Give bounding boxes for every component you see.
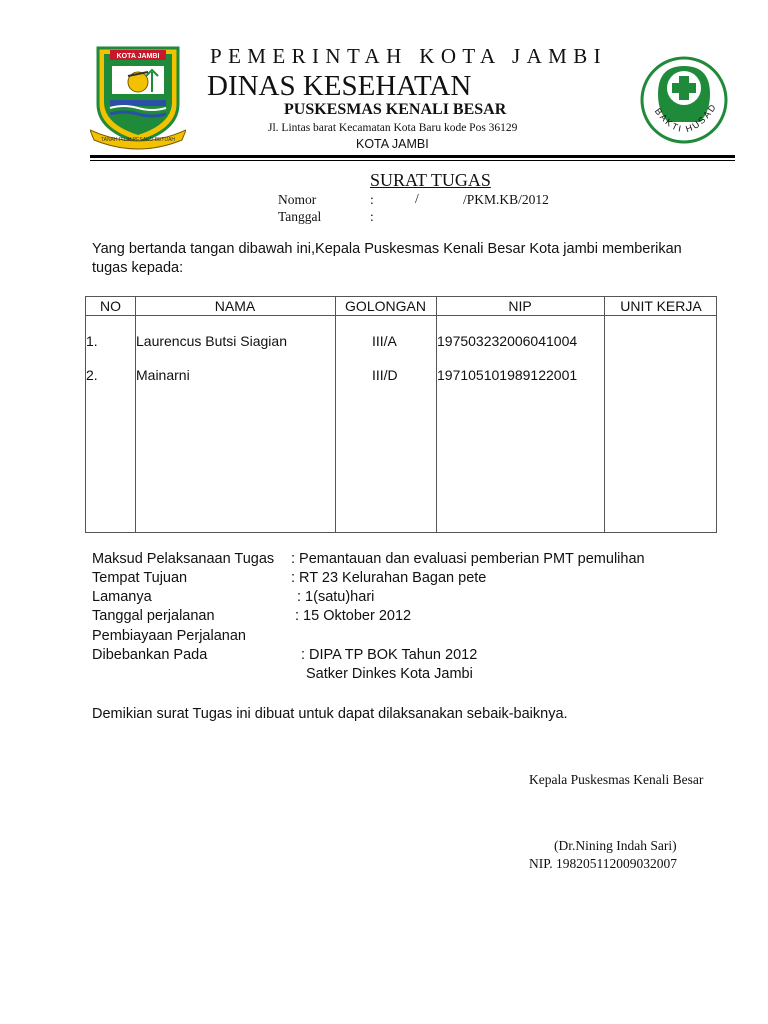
document-title: SURAT TUGAS <box>370 170 491 190</box>
maksud-label: Maksud Pelaksanaan Tugas <box>92 551 275 567</box>
table-header-no: NO <box>100 298 121 314</box>
bakti-husada-logo <box>638 48 730 156</box>
row-no: 1. <box>86 333 98 349</box>
intro-line-1: Yang bertanda tangan dibawah ini,Kepala Puskesmas Kenali Besar Kota jambi memberikan <box>92 241 682 257</box>
intro-line-2: tugas kepada: <box>92 260 184 276</box>
tanggal-perjalanan-value: : 15 Oktober 2012 <box>295 608 412 624</box>
table-header-nama: NAMA <box>214 298 256 314</box>
row-nama: Mainarni <box>136 367 190 383</box>
nomor-colon: : <box>370 192 374 207</box>
nomor-slash: / <box>415 191 419 206</box>
kota-jambi-emblem <box>90 42 186 150</box>
row-no: 2. <box>86 367 98 383</box>
tanggal-perjalanan-label: Tanggal perjalanan <box>92 608 215 624</box>
address: Jl. Lintas barat Kecamatan Kota Baru kode Pos 36129 <box>268 122 518 134</box>
logo-ring-text: BAKTI HUSAD <box>652 101 719 135</box>
table-column-divider <box>604 297 605 532</box>
dibebankan-value: : DIPA TP BOK Tahun 2012 <box>301 647 478 663</box>
government-name: PEMERINTAH KOTA JAMBI <box>210 44 608 68</box>
nomor-value: /PKM.KB/2012 <box>463 192 549 207</box>
letterhead-rule-thin <box>90 160 735 161</box>
emblem-banner-text: KOTA JAMBI <box>116 53 160 60</box>
tanggal-colon: : <box>370 209 374 224</box>
row-nip: 197105101989122001 <box>437 367 578 383</box>
row-golongan: III/D <box>372 367 398 383</box>
tempat-value: : RT 23 Kelurahan Bagan pete <box>291 570 487 586</box>
letterhead-rule-thick <box>90 155 735 158</box>
dibebankan-label: Dibebankan Pada <box>92 647 208 663</box>
table-column-divider <box>335 297 336 532</box>
signatory-name: (Dr.Nining Indah Sari) <box>554 838 677 853</box>
row-golongan: III/A <box>372 333 397 349</box>
signatory-position: Kepala Puskesmas Kenali Besar <box>529 772 704 787</box>
row-nip: 197503232006041004 <box>437 333 578 349</box>
assignee-table <box>85 296 717 533</box>
tanggal-label: Tanggal <box>278 209 322 224</box>
emblem-motto-text: TANAH PILIH PESAKO BETUAH <box>100 137 176 143</box>
lamanya-value: : 1(satu)hari <box>297 589 375 605</box>
row-nama: Laurencus Butsi Siagian <box>136 333 287 349</box>
maksud-value: : Pemantauan dan evaluasi pemberian PMT pemulihan <box>291 551 645 567</box>
nomor-label: Nomor <box>278 192 317 207</box>
table-header-nip: NIP <box>508 298 532 314</box>
closing-statement: Demikian surat Tugas ini dibuat untuk dapat dilaksanakan sebaik-baiknya. <box>92 706 568 722</box>
lamanya-label: Lamanya <box>92 589 152 605</box>
tempat-label: Tempat Tujuan <box>92 570 188 586</box>
agency-name: DINAS KESEHATAN <box>207 70 472 102</box>
city: KOTA JAMBI <box>356 137 429 151</box>
dibebankan-value-2: Satker Dinkes Kota Jambi <box>306 666 473 682</box>
table-header-unit-kerja: UNIT KERJA <box>620 298 702 314</box>
table-header-divider <box>86 315 716 316</box>
table-header-golongan: GOLONGAN <box>345 298 426 314</box>
unit-name: PUSKESMAS KENALI BESAR <box>284 101 507 118</box>
pembiayaan-label: Pembiayaan Perjalanan <box>92 628 246 644</box>
signatory-nip: NIP. 198205112009032007 <box>529 856 678 871</box>
